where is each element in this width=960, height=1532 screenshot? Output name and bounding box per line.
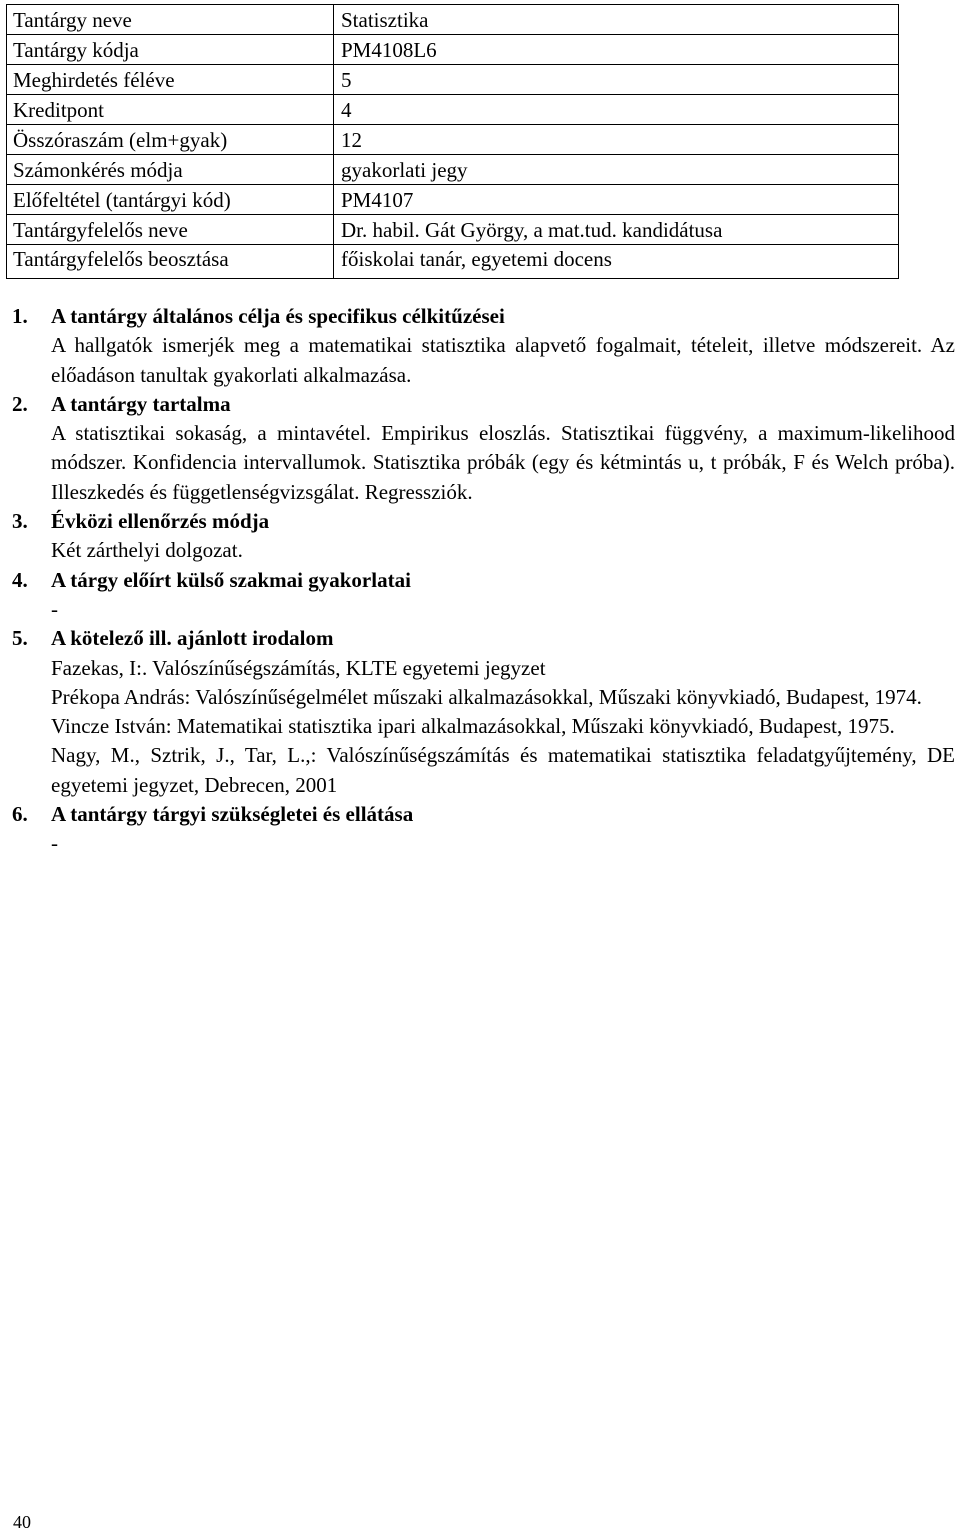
section-heading — [12, 302, 955, 331]
document-body — [12, 302, 955, 859]
section-title: A tárgy előírt külső szakmai gyakorlatai — [51, 567, 411, 592]
section-number: 3. — [12, 509, 28, 534]
row-value: 5 — [334, 65, 899, 95]
section-paragraph: - — [51, 831, 58, 856]
section-number: 4. — [12, 567, 28, 592]
table-row — [7, 95, 899, 125]
course-info-table — [6, 4, 899, 279]
row-value: 4 — [334, 95, 899, 125]
table-row — [7, 215, 899, 245]
section-heading — [12, 800, 955, 829]
section-heading — [12, 566, 955, 595]
section-number: 1. — [12, 304, 28, 328]
section-heading — [12, 507, 955, 536]
section-title: A kötelező ill. ajánlott irodalom — [51, 626, 334, 651]
section-heading — [12, 624, 955, 653]
row-label: Számonkérés módja — [7, 155, 334, 185]
section-number: 5. — [12, 626, 28, 651]
row-label: Előfeltétel (tantárgyi kód) — [7, 185, 334, 215]
row-label: Tantárgy kódja — [7, 35, 334, 65]
row-label: Tantárgy neve — [7, 5, 334, 35]
row-value: Statisztika — [334, 5, 899, 35]
row-label: Meghirdetés féléve — [7, 65, 334, 95]
reference-item: Fazekas, I:. Valószínűségszámítás, KLTE egyetemi jegyzet — [51, 655, 546, 680]
row-label: Tantárgyfelelős beosztása — [7, 245, 334, 279]
table-row — [7, 65, 899, 95]
row-value: PM4107 — [334, 185, 899, 215]
reference-item: Vincze István: Matematikai statisztika ipari alkalmazásokkal, Műszaki könyvkiadó, Budapest, 1975. — [51, 714, 895, 739]
row-label: Összóraszám (elm+gyak) — [7, 125, 334, 155]
page-number: 40 — [13, 1512, 31, 1532]
section-heading — [12, 390, 955, 419]
table-row — [7, 185, 899, 215]
section-paragraph: - — [51, 596, 58, 621]
table-row — [7, 35, 899, 65]
section-title: A tantárgy tárgyi szükségletei és ellátása — [51, 802, 414, 827]
table-row — [7, 125, 899, 155]
row-value: főiskolai tanár, egyetemi docens — [334, 245, 899, 279]
section-number: 2. — [12, 391, 28, 416]
table-row — [7, 245, 899, 279]
row-value: gyakorlati jegy — [334, 155, 899, 185]
section-paragraph: Két zárthelyi dolgozat. — [51, 538, 243, 563]
section-title: A tantárgy tartalma — [51, 391, 231, 416]
table-row — [7, 155, 899, 185]
reference-item: Nagy, M., Sztrik, J., Tar, L.,: Valószínűségszámítás és matematikai statisztika feladatgyűjtemény, DE egyetemi jegyzet, Debrecen, 2001 — [51, 743, 955, 797]
section-paragraph: A hallgatók ismerjék meg a matematikai statisztika alapvető fogalmait, tételeit, illetve módszereit. Az előadáson tanultak gyakorlati alkalmazása. — [51, 333, 955, 387]
row-value: 12 — [334, 125, 899, 155]
reference-item: Prékopa András: Valószínűségelmélet műszaki alkalmazásokkal, Műszaki könyvkiadó, Budapest, 1974. — [51, 684, 922, 709]
section-title: Évközi ellenőrzés módja — [51, 509, 270, 534]
row-label: Tantárgyfelelős neve — [7, 215, 334, 245]
section-paragraph: A statisztikai sokaság, a mintavétel. Empirikus eloszlás. Statisztikai függvény, a maximum-likelihood módszer. Konfidencia intervallumok. Statisztika próbák (egy és kétmintás u, t próbák, F és Welch próba). Illeszkedés és függetlenségvizsgálat. Regressziók. — [51, 421, 955, 504]
section-number: 6. — [12, 802, 28, 827]
row-label: Kreditpont — [7, 95, 334, 125]
row-value: PM4108L6 — [334, 35, 899, 65]
table-row — [7, 5, 899, 35]
section-title: A tantárgy általános célja és specifikus célkitűzései — [51, 304, 505, 328]
row-value: Dr. habil. Gát György, a mat.tud. kandidátusa — [334, 215, 899, 245]
